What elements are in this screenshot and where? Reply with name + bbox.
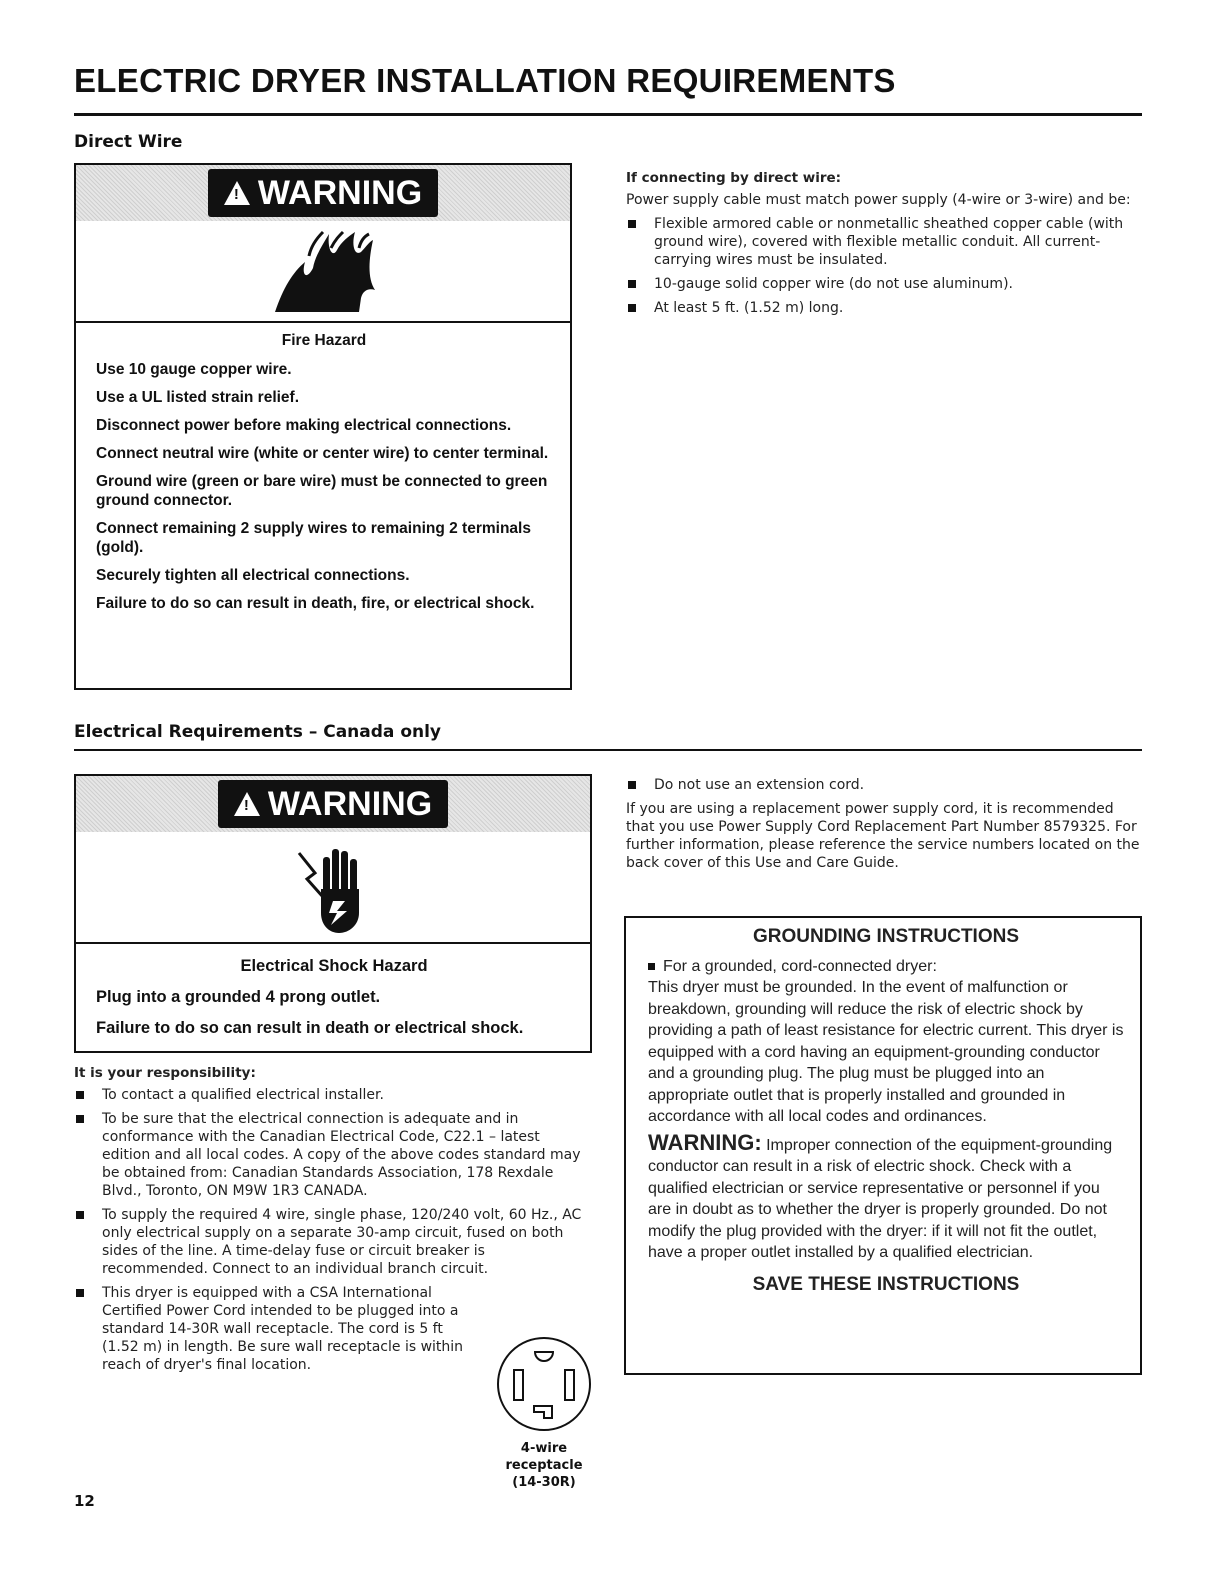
- shock-icon-area: [76, 832, 590, 944]
- fire-icon-area: [76, 221, 570, 323]
- warning-line: Securely tighten all electrical connections.: [96, 567, 410, 584]
- list-item: Flexible armored cable or nonmetallic sheathed copper cable (with ground wire), covered with flexible metallic conduit. All current-carrying wires must be insulated.: [626, 215, 1142, 269]
- warning-line: Connect neutral wire (white or center wire) to center terminal.: [96, 445, 549, 462]
- 4-wire-receptacle-icon: [494, 1334, 594, 1434]
- warning-header: [76, 165, 570, 221]
- warning-line: Ground wire (green or bare wire) must be connected to green ground connector.: [96, 473, 548, 509]
- fire-icon: [263, 228, 383, 314]
- grounding-instructions-box: [624, 916, 1142, 1375]
- grounding-bullet: [648, 956, 1124, 978]
- receptacle-label-line: receptacle: [505, 1458, 583, 1473]
- extension-cord-notes: [626, 776, 1142, 878]
- direct-wire-lead: If connecting by direct wire:: [626, 170, 842, 186]
- direct-wire-requirements: [626, 169, 1142, 323]
- list-item: To contact a qualified electrical installer.: [74, 1086, 582, 1104]
- warning-triangle-icon: !: [224, 181, 250, 205]
- section-title-canada: Electrical Requirements – Canada only: [74, 722, 442, 742]
- bullet-square-icon: [648, 963, 655, 970]
- list-item: To be sure that the electrical connection is adequate and in conformance with the Canadian Electrical Code, C22.1 – latest edition and all local codes. A copy of the above codes standard may be obtained from: Canadian Standards Association, 178 Rexdale Blvd., Toronto, ON M9W 1R3 CANADA.: [74, 1110, 582, 1200]
- fire-hazard-warning-box: [74, 163, 572, 690]
- grounding-heading: GROUNDING INSTRUCTIONS: [753, 926, 1019, 947]
- grounding-warning-word: WARNING:: [648, 1129, 762, 1155]
- list-item: At least 5 ft. (1.52 m) long.: [626, 299, 1142, 317]
- page-number: 12: [74, 1492, 95, 1510]
- warning-triangle-icon: !: [234, 792, 260, 816]
- direct-wire-intro: Power supply cable must match power supply (4-wire or 3-wire) and be:: [626, 192, 1131, 208]
- grounding-bullet-text: For a grounded, cord-connected dryer:: [663, 957, 937, 975]
- receptacle-label-line: (14-30R): [512, 1475, 576, 1490]
- warning-label-text: WARNING: [267, 784, 433, 823]
- grounding-warning-text: Improper connection of the equipment-grounding conductor can result in a risk of electric shock. Check with a qualified electrician or service representative or personnel if you are in doubt as to whether the dryer is properly grounded. Do not modify the plug provided with the dryer: if it will not fit the outlet, have a proper outlet installed by a qualified electrician.: [648, 1136, 1113, 1261]
- warning-line: Connect remaining 2 supply wires to remaining 2 terminals (gold).: [96, 520, 531, 556]
- save-instructions-label: SAVE THESE INSTRUCTIONS: [752, 1273, 1020, 1295]
- warning-line: Plug into a grounded 4 prong outlet.: [96, 988, 381, 1006]
- fire-warning-text: [76, 323, 570, 632]
- list-item: This dryer is equipped with a CSA International Certified Power Cord intended to be plugged into a standard 14-30R wall receptacle. The cord is 5 ft (1.52 m) in length. Be sure wall receptacle is within reach of dryer's final location.: [74, 1284, 482, 1374]
- shock-hazard-warning-box: [74, 774, 592, 1053]
- responsibility-lead: It is your responsibility:: [74, 1065, 256, 1081]
- list-item: Do not use an extension cord.: [626, 776, 1142, 794]
- grounding-warning: [648, 1129, 1124, 1264]
- list-item: To supply the required 4 wire, single phase, 120/240 volt, 60 Hz., AC only electrical supply on a separate 30-amp circuit, fused on both sides of the line. A time-delay fuse or circuit breaker is recommended. Connect to an individual branch circuit.: [74, 1206, 582, 1278]
- warning-label: [218, 780, 448, 828]
- shock-warning-text: [76, 944, 590, 1057]
- section-title-direct-wire: Direct Wire: [74, 132, 183, 152]
- warning-line: Failure to do so can result in death or electrical shock.: [96, 1019, 524, 1037]
- warning-label: [208, 169, 438, 217]
- replacement-cord-paragraph: If you are using a replacement power supply cord, it is recommended that you use Power Supply Cord Replacement Part Number 8579325. For further information, please reference the service numbers located on the back cover of this Use and Care Guide.: [626, 801, 1140, 871]
- list-item: 10-gauge solid copper wire (do not use aluminum).: [626, 275, 1142, 293]
- hazard-title: Fire Hazard: [281, 332, 367, 349]
- warning-line: Disconnect power before making electrical connections.: [96, 417, 512, 434]
- title-rule: [74, 113, 1142, 116]
- responsibility-list: [74, 1064, 582, 1380]
- warning-line: Use 10 gauge copper wire.: [96, 361, 292, 378]
- page-title: ELECTRIC DRYER INSTALLATION REQUIREMENTS: [74, 62, 896, 99]
- grounding-paragraph: This dryer must be grounded. In the event of malfunction or breakdown, grounding will reduce the risk of electric shock by providing a path of least resistance for electric current. This dryer is equipped with a cord having an equipment-grounding conductor and a grounding plug. The plug must be plugged into an appropriate outlet that is properly installed and grounded in accordance with all local codes and ordinances.: [648, 979, 1124, 1125]
- warning-header: [76, 776, 590, 832]
- hazard-title: Electrical Shock Hazard: [240, 957, 428, 975]
- warning-label-text: WARNING: [257, 173, 423, 212]
- warning-line: Failure to do so can result in death, fire, or electrical shock.: [96, 595, 535, 612]
- receptacle-label: [484, 1440, 604, 1491]
- electric-shock-hand-icon: [293, 839, 373, 935]
- warning-line: Use a UL listed strain relief.: [96, 389, 300, 406]
- receptacle-label-line: 4-wire: [520, 1441, 568, 1456]
- section-rule: [74, 749, 1142, 751]
